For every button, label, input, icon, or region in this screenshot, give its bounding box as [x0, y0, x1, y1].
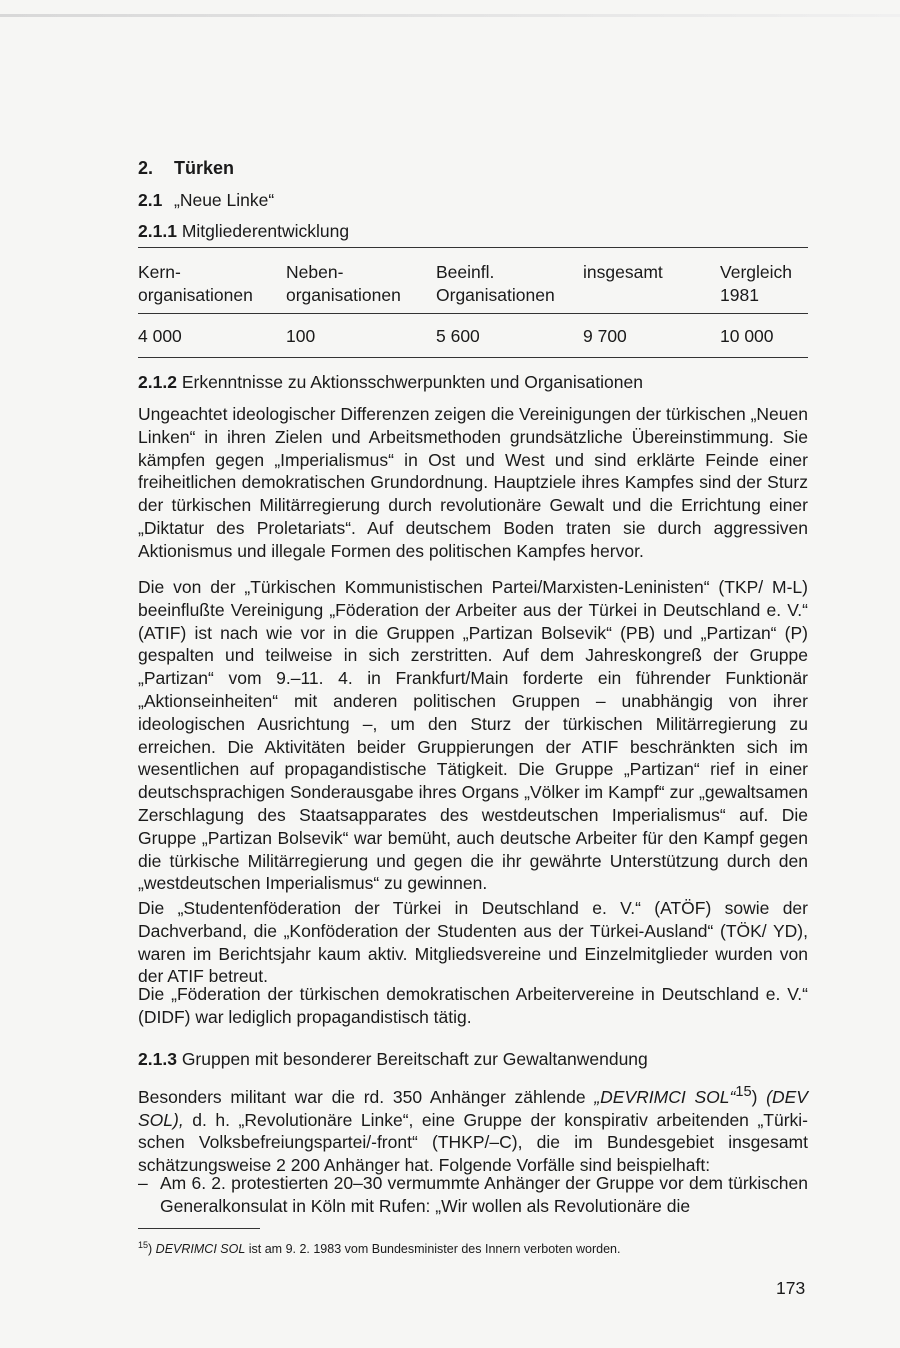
- table-cell: 10 000: [720, 314, 808, 358]
- scan-edge: [0, 14, 900, 17]
- column-header: Kern- organisationen: [138, 248, 286, 314]
- footnote-ref: 15: [735, 1084, 752, 1100]
- table-header-row: [138, 248, 808, 314]
- paragraph: Die „Studentenföderation der Türkei in Deutschland e. V.“ (ATÖF) sowie der Dachverband, die „Konföderation der Studenten aus der Türkei-Ausland“ (TÖK/ YD), waren im Berichtsjahr kaum aktiv. Mitgliedsvereine und Einzelmitglieder wurden von der ATIF betreut.: [138, 898, 808, 987]
- paragraph: Besonders militant war die rd. 350 Anhänger zählende „DEVRIMCI SOL“$^{15}$) (DEV SOL), d. h. „Revolutionäre Linke“, eine Gruppe der konspirativ arbeitenden „Türkischen Volksbefreiungspartei/-front“ (THKP/–C), die im Bundesgebiet insgesamt schätzungsweise 2 200 Anhänger hat. Folgende Vorfälle sind beispielhaft:: [138, 1084, 808, 1176]
- heading-section-2-1: [138, 190, 274, 211]
- paragraph: Ungeachtet ideologischer Differenzen zeigen die Vereinigungen der türkischen „Neuen Linken“ in ihren Zielen und Arbeitsmethoden grundsätzliche Übereinstimmung. Sie kämpfen gegen „Imperialismus“ in Ost und West und sind erklärte Feinde einer freiheitlichen demokratischen Grundordnung. Hauptziele ihres Kampfes sind der Sturz der türkischen Militärregierung durch revolutionäre Gewalt und die Errichtung einer „Diktatur des Proletariats“. Auf deutschem Boden traten sie durch aggressiven Aktionismus und illegale Formen des politischen Kampfes hervor.: [138, 404, 808, 561]
- heading-number: 2.1.3: [138, 1049, 177, 1069]
- paragraph: Die von der „Türkischen Kommunistischen Partei/Marxisten-Leninisten“ (TKP/ M-L) beeinflußte Vereinigung „Föderation der Arbeiter aus der Türkei in Deutschland e. V.“ (ATIF) ist nach wie vor in die Gruppen „Partizan Bolsevik“ (PB) und „Partizan“ (P) gespalten und teilweise in sich zerstritten. Auf dem Jahreskongreß der Gruppe „Partizan“ vom 9.–11. 4. in Frankfurt/Main forderte ein führender Funktionär „Aktionseinheiten“ mit anderen politischen Gruppen – unabhängig von ihrer ideologischen Ausrichtung –, um den Sturz der türkischen Militärregierung zu erreichen. Die Aktivitäten beider Gruppierungen der ATIF beschränkten sich im wesentlichen auf propagandistische Tätigkeit. Die Gruppe „Partizan“ rief in einer deutschsprachigen Sonderausgabe ihres Organs „Völker im Kampf“ zur „gewaltsamen Zerschlagung des Staatsapparates des westdeutschen Imperialismus“ auf. Die Gruppe „Partizan Bolsevik“ war bemüht, auch deutsche Arbeiter für den Kampf gegen die türkische Militärregierung und gegen die ihr gewährte Unterstützung durch den „westdeutschen Imperialismus“ zu gewinnen.: [138, 577, 808, 894]
- table-cell: 9 700: [583, 314, 720, 358]
- heading-number: 2.1.1: [138, 221, 177, 241]
- column-header: Neben- organisationen: [286, 248, 436, 314]
- footnote-italic: DEVRIMCI SOL: [155, 1242, 246, 1257]
- list-dash: –: [138, 1173, 148, 1193]
- page-number: 173: [776, 1278, 806, 1298]
- footnote: $^{15}$) DEVRIMCI SOL ist am 9. 2. 1983 vom Bundesminister des Innern verboten worden.: [138, 1240, 621, 1257]
- heading-title: Türken: [174, 158, 235, 178]
- table-cell: 4 000: [138, 314, 286, 358]
- table-cell: 100: [286, 314, 436, 358]
- heading-title: Gruppen mit besonderer Bereitschaft zur Gewaltanwendung: [181, 1049, 648, 1069]
- paragraph: Die „Föderation der türkischen demokratischen Arbeitervereine in Deutschland e. V.“ (DIDF) war lediglich propagandistisch tätig.: [138, 984, 808, 1027]
- heading-title: Mitgliederentwicklung: [181, 221, 350, 241]
- column-header: Vergleich 1981: [720, 248, 808, 314]
- heading-number: 2.: [138, 158, 154, 178]
- organization-name: „DEVRIMCI SOL“: [594, 1086, 736, 1107]
- column-header: Beeinfl. Organisationen: [436, 248, 583, 314]
- list-item-text: Am 6. 2. protestierten 20–30 vermummte Anhänger der Gruppe vor dem türkischen Generalkonsulat in Köln mit Rufen: „Wir wollen als Revolutionäre die: [160, 1173, 808, 1216]
- heading-section-2-1-3: [138, 1049, 648, 1070]
- list-item: [138, 1172, 808, 1218]
- heading-section-2-1-1: [138, 221, 349, 242]
- heading-section-2: [138, 158, 234, 179]
- heading-number: 2.1.2: [138, 372, 177, 392]
- heading-section-2-1-2: [138, 372, 643, 393]
- table-row: [138, 314, 808, 358]
- heading-title: „Neue Linke“: [174, 190, 275, 210]
- organization-abbr: (DEV SOL),: [138, 1086, 808, 1130]
- column-header: insgesamt: [583, 248, 720, 314]
- footnote-divider: [138, 1228, 260, 1229]
- footnote-marker: 15: [138, 1240, 149, 1250]
- table-cell: 5 600: [436, 314, 583, 358]
- heading-title: Erkenntnisse zu Aktionsschwerpunkten und Organisationen: [181, 372, 643, 392]
- heading-number: 2.1: [138, 190, 163, 210]
- membership-table: [138, 247, 808, 358]
